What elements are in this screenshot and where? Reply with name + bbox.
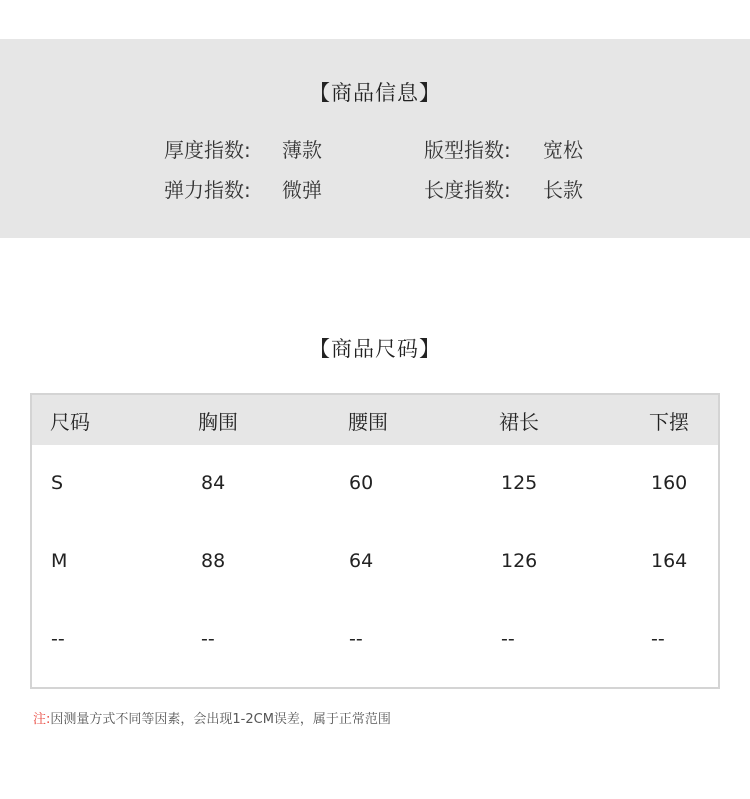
elasticity-label: 弹力指数: — [164, 178, 251, 202]
fit-value: 宽松 — [543, 138, 583, 162]
info-row — [0, 134, 750, 164]
info-row — [0, 174, 750, 204]
header-size: 尺码 — [50, 410, 90, 434]
table-cell: 88 — [201, 550, 226, 572]
table-header — [32, 395, 718, 445]
table-cell: -- — [51, 628, 65, 650]
fit-label: 版型指数: — [424, 138, 511, 162]
product-info-panel — [0, 39, 750, 238]
thickness-value: 薄款 — [282, 138, 322, 162]
measurement-note — [33, 708, 391, 727]
table-cell: 64 — [349, 550, 374, 572]
header-hem: 下摆 — [649, 410, 689, 434]
header-waist: 腰围 — [348, 410, 388, 434]
header-skirt-length: 裙长 — [499, 410, 539, 434]
table-cell: 160 — [651, 472, 688, 494]
product-info-title: 【商品信息】 — [309, 81, 441, 105]
table-cell: 126 — [501, 550, 538, 572]
size-chart-title: 【商品尺码】 — [309, 337, 441, 361]
table-cell: -- — [651, 628, 665, 650]
table-cell: -- — [201, 628, 215, 650]
header-bust: 胸围 — [198, 410, 238, 434]
table-cell: 164 — [651, 550, 688, 572]
note-text: 因测量方式不同等因素，会出现1-2CM误差，属于正常范围 — [50, 712, 391, 727]
table-cell: S — [51, 472, 64, 494]
table-cell: M — [51, 550, 68, 572]
note-prefix: 注: — [33, 712, 51, 727]
table-cell: 125 — [501, 472, 538, 494]
table-cell: 84 — [201, 472, 226, 494]
thickness-label: 厚度指数: — [164, 138, 251, 162]
table-cell: -- — [349, 628, 363, 650]
elasticity-value: 微弹 — [282, 178, 322, 202]
table-cell: -- — [501, 628, 515, 650]
size-table — [30, 393, 720, 689]
table-cell: 60 — [349, 472, 374, 494]
length-value: 长款 — [543, 178, 583, 202]
length-label: 长度指数: — [424, 178, 511, 202]
